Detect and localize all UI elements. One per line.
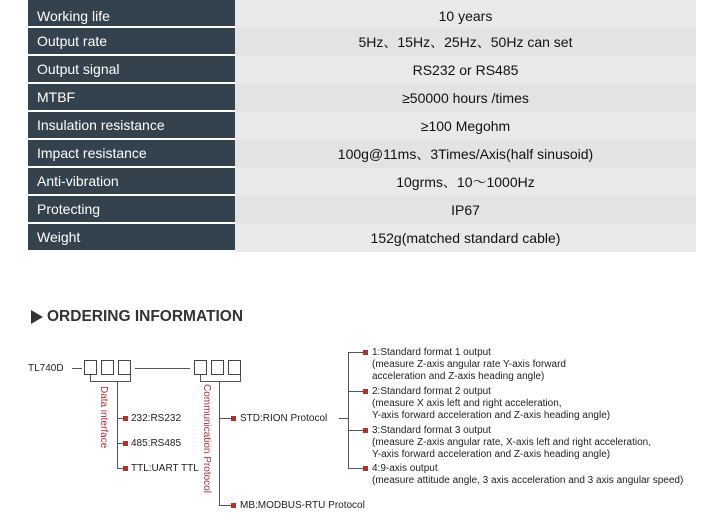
code-box xyxy=(228,360,241,375)
format-item-4 xyxy=(372,463,683,487)
interface-trunk-line xyxy=(117,381,118,469)
bullet-square-icon xyxy=(363,389,368,394)
bracket-line xyxy=(90,381,131,382)
branch-line xyxy=(348,391,364,392)
bullet-square-icon xyxy=(363,428,368,433)
spec-row xyxy=(28,112,696,140)
ordering-heading-text: ORDERING INFORMATION xyxy=(47,308,244,325)
ordering-heading xyxy=(31,308,243,326)
format-title: 3:Standard format 3 output xyxy=(372,425,491,436)
code-box xyxy=(118,360,131,375)
spec-label: MTBF xyxy=(28,84,235,112)
bullet-square-icon xyxy=(231,503,236,508)
bullet-square-icon xyxy=(123,466,128,471)
format-line: acceleration and Z-axis heading angle) xyxy=(372,371,545,382)
format-line: (measure attitude angle, 3 axis acceleration and 3 axis angular speed) xyxy=(372,475,684,486)
spec-value: 10 years xyxy=(235,0,696,28)
data-interface-label: Data interface xyxy=(98,386,109,449)
spec-label: Output signal xyxy=(28,56,235,84)
spec-row xyxy=(28,168,696,196)
code-box xyxy=(194,360,207,375)
format-line: Y-axis forward acceleration and Z-axis heading angle) xyxy=(372,410,611,421)
protocol-mb: MB:MODBUS-RTU Protocol xyxy=(240,500,365,511)
spec-value: IP67 xyxy=(235,196,696,224)
communication-protocol-label: Communication Protocol xyxy=(201,384,212,493)
spec-label: Insulation resistance xyxy=(28,112,235,140)
interface-option: 232:RS232 xyxy=(131,413,182,424)
format-line: (measure X axis left and right acceleration, xyxy=(372,398,562,409)
branch-line xyxy=(339,418,348,419)
spec-label: Weight xyxy=(28,224,235,252)
format-trunk-line xyxy=(348,352,349,468)
bullet-square-icon xyxy=(123,416,128,421)
bullet-square-icon xyxy=(363,466,368,471)
spec-value: 152g(matched standard cable) xyxy=(235,224,696,252)
spec-value: ≥100 Megohm xyxy=(235,112,696,140)
interface-option: 485:RS485 xyxy=(131,438,182,449)
spec-row xyxy=(28,140,696,168)
code-box xyxy=(84,360,97,375)
spec-value: 10grms、10～1000Hz xyxy=(235,168,696,196)
code-box xyxy=(211,360,224,375)
separator-line xyxy=(135,368,190,369)
spec-value: RS232 or RS485 xyxy=(235,56,696,84)
spec-label: Protecting xyxy=(28,196,235,224)
spec-row xyxy=(28,28,696,56)
bracket-line xyxy=(240,375,241,381)
spec-row xyxy=(28,56,696,84)
bullet-square-icon xyxy=(123,441,128,446)
format-item-2 xyxy=(372,386,610,422)
spec-row xyxy=(28,0,696,28)
bracket-line xyxy=(130,375,131,381)
spec-value: 5Hz、15Hz、25Hz、50Hz can set xyxy=(235,28,696,56)
triangle-bullet-icon xyxy=(31,310,43,324)
spec-row xyxy=(28,224,696,252)
spec-label: Output rate xyxy=(28,28,235,56)
spec-row xyxy=(28,84,696,112)
prefix-dash xyxy=(72,368,82,369)
interface-option: TTL:UART TTL xyxy=(131,463,199,474)
branch-line xyxy=(348,352,364,353)
bullet-square-icon xyxy=(363,350,368,355)
bracket-line xyxy=(200,381,241,382)
spec-table xyxy=(28,0,696,252)
protocol-trunk-line xyxy=(219,381,220,505)
spec-value: 100g@11ms、3Times/Axis(half sinusoid) xyxy=(235,140,696,168)
branch-line xyxy=(348,468,364,469)
spec-label: Impact resistance xyxy=(28,140,235,168)
branch-line xyxy=(348,430,364,431)
format-item-1 xyxy=(372,347,566,383)
protocol-std: STD:RION Protocol xyxy=(240,413,328,424)
format-item-3 xyxy=(372,425,651,461)
spec-value: ≥50000 hours /times xyxy=(235,84,696,112)
format-line: (measure Z-axis angular rate, X-axis left and right acceleration, xyxy=(372,437,652,448)
code-box xyxy=(101,360,114,375)
bullet-square-icon xyxy=(231,416,236,421)
format-title: 4:9-axis output xyxy=(372,463,438,474)
format-line: (measure Z-axis angular rate Y-axis forward xyxy=(372,359,566,370)
spec-label: Anti-vibration xyxy=(28,168,235,196)
spec-row xyxy=(28,196,696,224)
spec-label: Working life xyxy=(28,0,235,28)
format-line: Y-axis forward acceleration and Z-axis heading angle) xyxy=(372,449,611,460)
model-prefix: TL740D xyxy=(28,363,64,374)
format-title: 2:Standard format 2 output xyxy=(372,386,491,397)
format-title: 1:Standard format 1 output xyxy=(372,347,491,358)
